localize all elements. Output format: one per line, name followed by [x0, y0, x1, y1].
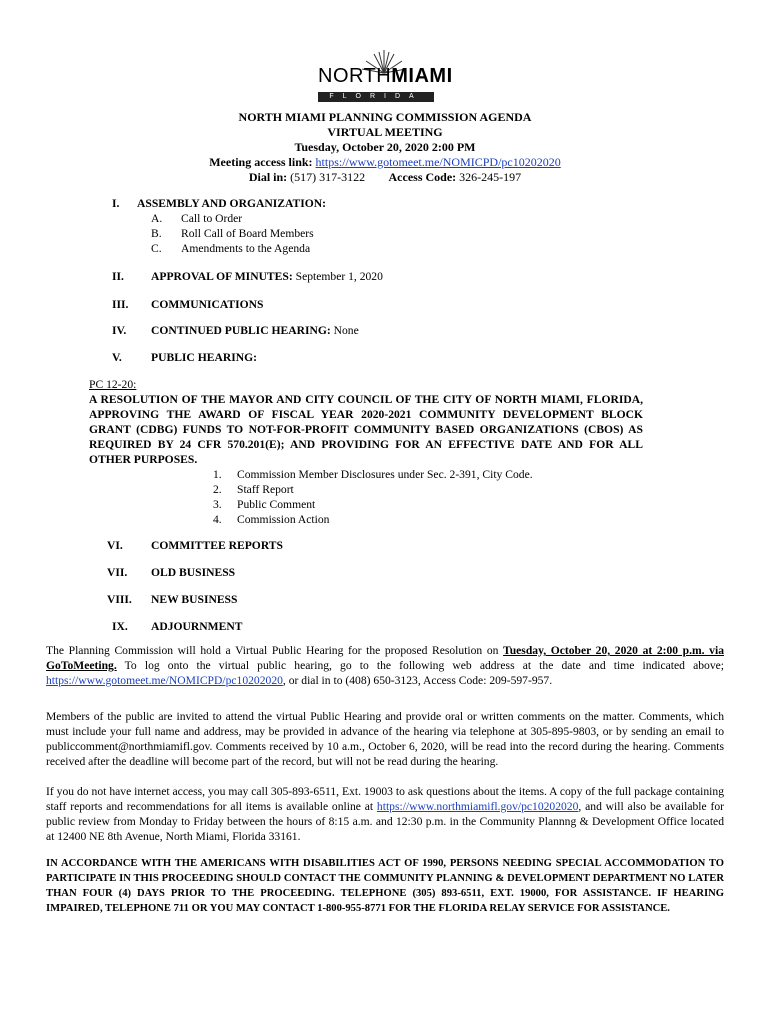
item-letter: B. [151, 227, 162, 240]
step-number: 4. [213, 513, 222, 526]
section-i-item-b [151, 226, 314, 241]
pc-id: PC 12-20: [89, 378, 137, 391]
section-iv-title [151, 323, 359, 338]
notice-text: The Planning Commission will hold a Virtual Public Hearing for the proposed Resolution on [46, 644, 504, 657]
step-text: Commission Member Disclosures under Sec. 2-391, City Code. [237, 468, 533, 481]
section-i-item-a [151, 211, 242, 226]
step-text: Public Comment [237, 498, 316, 511]
dial-in-label: Dial in: [248, 170, 288, 184]
agenda-title: NORTH MIAMI PLANNING COMMISSION AGENDA [238, 110, 532, 124]
section-ii-number: II. [112, 270, 124, 283]
gotomeeting-link[interactable]: https://www.gotomeet.me/NOMICPD/pc10202020 [46, 674, 283, 687]
logo-north: NORTH [318, 65, 392, 87]
step-text: Staff Report [237, 483, 294, 496]
logo-wordmark [318, 65, 453, 87]
section-vii-number: VII. [107, 566, 128, 579]
notice-text: , and will also be available for public review from Monday to Friday between the hours of 8:15 a.m. and 12:30 p.m. in the Community Plannng & Development Office located at 12400 NE 8th Avenue, North Miami, Florida 33161. [46, 800, 724, 843]
minutes-date: September 1, 2020 [295, 270, 383, 283]
section-viii-title: NEW BUSINESS [151, 593, 238, 606]
notice-text: , or dial in to (408) 650-3123, Access Code: 209-597-957. [282, 674, 553, 687]
access-code-label: Access Code: [388, 170, 457, 184]
access-link-line [0, 155, 770, 170]
section-ii-label: APPROVAL OF MINUTES: [151, 270, 293, 283]
ada-notice: IN ACCORDANCE WITH THE AMERICANS WITH DISABILITIES ACT OF 1990, PERSONS NEEDING SPECIAL ACCOMMODATION TO PARTICIPATE IN THIS PROCEEDING SHOULD CONTACT THE COMMUNITY PLANNING & DEVELOPMENT DEPARTMENT NO LATER THAN FOUR (4) DAYS PRIOR TO THE PROCEEDING. TELEPHONE (305) 893-6511, EXT. 19000, FOR ASSISTANCE. IF HEARING IMPAIRED, TELEPHONE 711 OR YOU MAY CONTACT 1-800-955-8771 FOR THE FLORIDA RELAY SERVICE FOR ASSISTANCE. [46, 858, 724, 914]
logo-miami: MIAMI [391, 65, 453, 87]
notice-text: To log onto the virtual public hearing, go to the following web address at the date and time indicated above; [116, 659, 724, 672]
public-comment-paragraph: Members of the public are invited to attend the virtual Public Hearing and provide oral or written comments on the matter. Comments, which must include your full name and address, may be provided in advance of the hearing via telephone at 305-895-9803, or by sending an email to publiccomment@northmiamifl.gov. Comments received by 10 a.m., October 6, 2020, will be read into the record during the hearing. Comments received after the deadline will become part of the record, but will not be read during the hearing. [46, 710, 724, 768]
section-i-number: I. [112, 197, 120, 210]
logo-florida: FLORIDA [318, 92, 434, 102]
internet-access-paragraph [46, 784, 724, 844]
section-iv-number: IV. [112, 324, 127, 337]
agenda-header [0, 110, 770, 185]
step-text: Commission Action [237, 513, 330, 526]
section-ii-title [151, 269, 383, 284]
pc-step [213, 497, 533, 512]
step-number: 2. [213, 483, 222, 496]
dial-in-line [0, 170, 770, 185]
agenda-datetime: Tuesday, October 20, 2020 2:00 PM [294, 140, 476, 154]
hearing-date-emphasis: Tuesday, October 20, 2020 at 2:00 p.m. via GoToMeeting. [46, 644, 724, 672]
access-code-value: 326-245-197 [459, 170, 522, 184]
section-iii-number: III. [112, 298, 129, 311]
item-text: Amendments to the Agenda [181, 242, 311, 255]
section-ix-number: IX. [112, 620, 128, 633]
notice-text: If you do not have internet access, you may call 305-893-6511, Ext. 19003 to ask questions about the items. A copy of the full package containing staff reports and recommendations for all items is available online at [46, 785, 724, 813]
section-i-title: ASSEMBLY AND ORGANIZATION: [137, 197, 326, 210]
item-text: Call to Order [181, 212, 243, 225]
item-text: Roll Call of Board Members [181, 227, 314, 240]
section-viii-number: VIII. [107, 593, 132, 606]
section-iv-value: None [333, 324, 359, 337]
pc-step [213, 482, 533, 497]
resolution-text: A RESOLUTION OF THE MAYOR AND CITY COUNCIL OF THE CITY OF NORTH MIAMI, FLORIDA, APPROVING THE AWARD OF FISCAL YEAR 2020-2021 COMMUNITY DEVELOPMENT BLOCK GRANT (CDBG) FUNDS TO NOT-FOR-PROFIT COMMUNITY BASED ORGANIZATIONS (CBOS) AS REQUIRED BY 24 CFR 570.201(E); AND PROVIDING FOR AN EFFECTIVE DATE AND FOR ALL OTHER PURPOSES. [89, 393, 643, 466]
meeting-access-link[interactable]: https://www.gotomeet.me/NOMICPD/pc10202020 [315, 155, 561, 169]
section-vi-title: COMMITTEE REPORTS [151, 539, 283, 552]
section-iv-label: CONTINUED PUBLIC HEARING: [151, 324, 331, 337]
step-number: 3. [213, 498, 222, 511]
pc-step [213, 512, 533, 527]
section-vi-number: VI. [107, 539, 123, 552]
item-letter: C. [151, 242, 162, 255]
section-ix-title: ADJOURNMENT [151, 620, 243, 633]
pc-steps [213, 467, 533, 527]
north-miami-logo [310, 48, 460, 104]
agenda-package-link[interactable]: https://www.northmiamifl.gov/pc10202020 [376, 800, 579, 813]
agenda-subtitle: VIRTUAL MEETING [327, 125, 443, 139]
item-letter: A. [151, 212, 163, 225]
step-number: 1. [213, 468, 222, 481]
section-v-title: PUBLIC HEARING: [151, 351, 257, 364]
section-i-item-c [151, 241, 310, 256]
hearing-notice-paragraph [46, 643, 724, 688]
pc-step [213, 467, 533, 482]
section-vii-title: OLD BUSINESS [151, 566, 236, 579]
section-iii-title: COMMUNICATIONS [151, 298, 264, 311]
section-v-number: V. [112, 351, 122, 364]
access-link-label: Meeting access link: [209, 155, 313, 169]
dial-in-number: (517) 317-3122 [290, 170, 366, 184]
